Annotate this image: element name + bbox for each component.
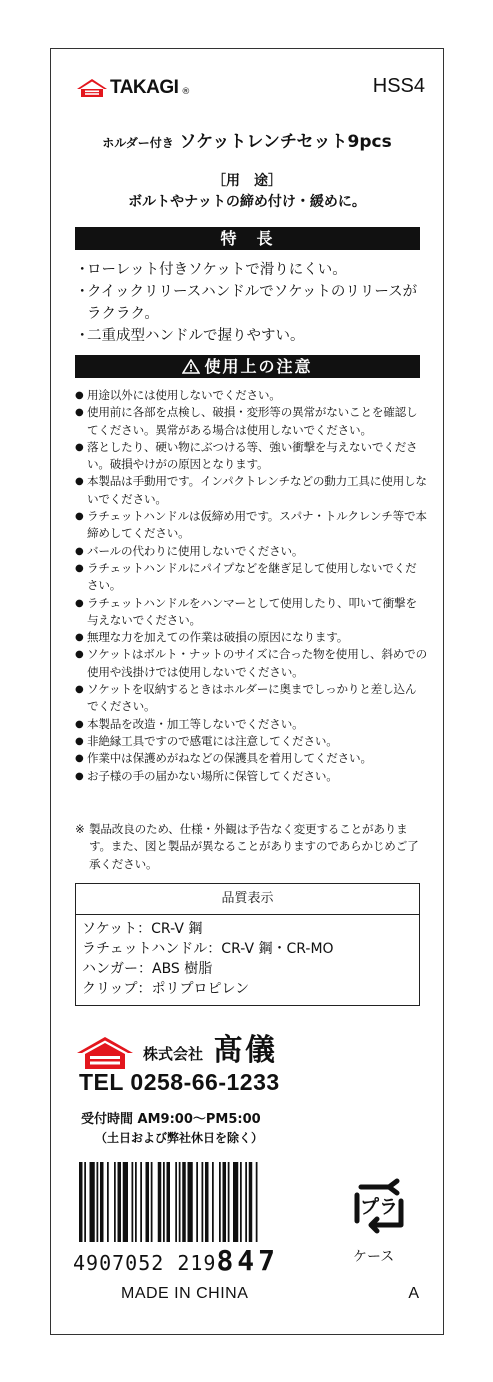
list-item: ● ラチェットハンドルをハンマーとして使用したり、叩いて衝撃を与えないでください。 [75,595,417,627]
recycle-pla-label: プラ [359,1196,399,1218]
house-roof-logo-icon [77,1037,133,1069]
business-hours: 受付時間 AM9:00～PM5:00 （土日および弊社休日を除く） [81,1112,264,1145]
brand-name: TAKAGI [110,77,179,98]
list-item: ● 無理な力を加えての作業は破損の原因になります。 [75,630,349,645]
list-item: ・ 二重成型ハンドルで握りやすい。 [75,328,305,344]
cautions-list [75,387,427,785]
quality-heading: 品質表示 [76,884,419,915]
list-item: ● 作業中は保護めがねなどの保護具を着用してください。 [75,751,372,766]
usage-label: ［用 途］ [212,173,282,189]
product-title-prefix: ホルダー付き [102,136,174,150]
usage-text: ボルトやナットの締め付け・緩めに。 [128,194,366,210]
quality-label-box [75,883,420,1006]
list-item: ● ラチェットハンドルは仮締め用です。スパナ・トルクレンチ等で本締めしてください。 [75,509,427,541]
barcode [79,1162,311,1242]
list-item: ● ソケットを収納するときはホルダーに奥までしっかりと差し込んでください。 [75,682,417,714]
country-of-origin: MADE IN CHINA [121,1285,249,1302]
quality-row: ハンガー：ABS 樹脂 [82,961,213,977]
list-item: ● お子様の手の届かない場所に保管してください。 [75,768,338,783]
recycle-pla-icon [349,1177,411,1237]
product-title-main: ソケットレンチセット9pcs [179,132,392,152]
company-type: 株式会社 [143,1045,204,1063]
model-number: HSS4 [372,75,425,97]
list-item: ● 用途以外には使用しないでください。 [75,388,281,402]
product-title [51,127,443,152]
warning-triangle-icon [182,359,200,374]
house-roof-logo-icon [77,79,107,97]
list-item: ● バールの代わりに使用しないでください。 [75,543,304,558]
company-name: 髙儀 [213,1033,278,1068]
list-item: ・ ローレット付きソケットで滑りにくい。 [75,262,347,278]
list-item: ● 落としたり、硬い物にぶつける等、強い衝撃を与えないでください。破損やけがの原因となります。 [75,439,418,472]
quality-row: クリップ：ポリプロピレン [82,981,250,997]
quality-row: ソケット：CR-V 鋼 [82,921,203,937]
features-list [75,259,425,347]
quality-rows [76,915,419,1005]
list-item: ● ラチェットハンドルにパイプなどを継ぎ足して使用しないでください。 [75,560,417,593]
features-heading: 特 長 [75,227,420,250]
phone-number: TEL 0258-66-1233 [79,1069,280,1095]
list-item: ● ソケットはボルト・ナットのサイズに合った物を使用し、斜めでの使用や浅掛けでは使用しないでください。 [75,647,427,679]
quality-row: ラチェットハンドル：CR-V 鋼・CR-MO [82,941,334,957]
cautions-heading: 使用上の注意 [75,355,420,378]
disclaimer-note: ※ 製品改良のため、仕様・外観は予告なく変更することがあります。また、図と製品が異なることがありますのであらかじめご了承ください。 [75,822,419,871]
brand-logo [77,77,190,99]
package-label [50,48,444,1335]
registered-mark: ® [181,87,191,97]
barcode-number: 4907052 219847 [73,1244,280,1277]
usage-section [51,171,443,213]
company-block [77,1025,277,1069]
list-item: ● 使用前に各部を点検し、破損・変形等の異常がないことを確認してください。異常がある場合は使用しないでください。 [75,405,418,437]
list-item: ● 本製品は手動用です。インパクトレンチなどの動力工具に使用しないでください。 [75,474,427,506]
recycle-part-label: ケース [353,1249,395,1265]
lot-code: A [408,1285,419,1302]
list-item: ・ クイックリリースハンドルでソケットのリリースがラクラク。 [75,284,418,322]
list-item: ● 本製品を改造・加工等しないでください。 [75,716,304,731]
list-item: ● 非絶縁工具ですので感電には注意してください。 [75,733,338,748]
